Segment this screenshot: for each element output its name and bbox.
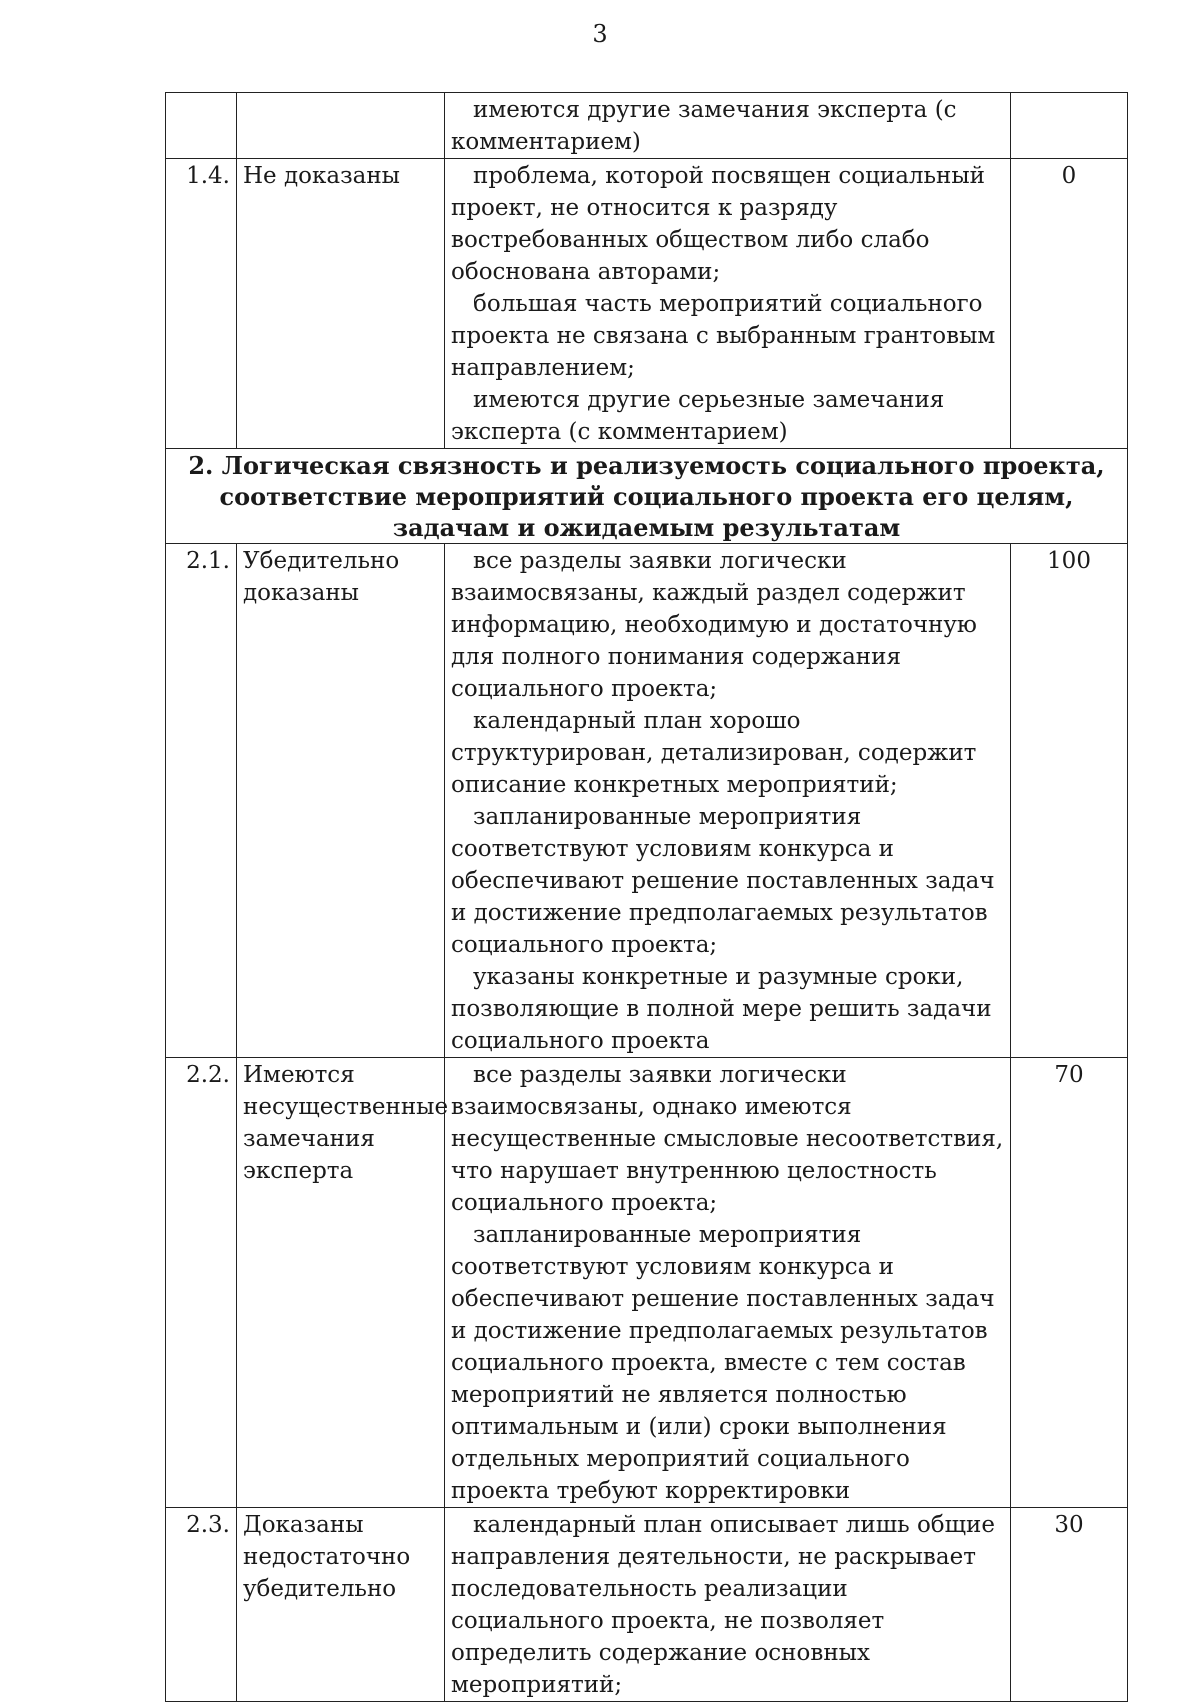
row-score: 70 <box>1011 1058 1128 1508</box>
row-number: 2.2. <box>166 1058 237 1508</box>
row-number: 2.3. <box>166 1508 237 1702</box>
table-row-2-1 <box>166 544 1128 1058</box>
row-description <box>445 1508 1011 1702</box>
row-description <box>445 1058 1011 1508</box>
row-number: 1.4. <box>166 159 237 449</box>
table-row-1-4 <box>166 159 1128 449</box>
description-paragraph: указаны конкретные и разумные сроки, позволяющие в полной мере решить задачи социального проекта <box>451 964 992 1054</box>
description-paragraph: календарный план описывает лишь общие направления деятельности, не раскрывает последовательность реализации социального проекта, не позволяет определить содержание основных мероприятий; <box>451 1512 995 1698</box>
description-paragraph: запланированные мероприятия соответствуют условиям конкурса и обеспечивают решение поставленных задач и достижение предполагаемых результатов социального проекта; <box>451 804 995 958</box>
section-heading-row <box>166 449 1128 544</box>
description-paragraph: проблема, которой посвящен социальный проект, не относится к разряду востребованных обществом либо слабо обоснована авторами; <box>451 163 986 285</box>
table-row-2-3 <box>166 1508 1128 1702</box>
description-paragraph: имеются другие серьезные замечания эксперта (с комментарием) <box>451 387 945 445</box>
description-paragraph: запланированные мероприятия соответствуют условиям конкурса и обеспечивают решение поставленных задач и достижение предполагаемых результатов социального проекта, вместе с тем состав мероприятий не является полностью оптимальным и (или) сроки выполнения отдельных мероприятий социального проекта требуют корректировки <box>451 1222 995 1504</box>
table-row-continued <box>166 93 1128 159</box>
row-description <box>445 93 1011 159</box>
row-score: 30 <box>1011 1508 1128 1702</box>
row-description <box>445 544 1011 1058</box>
row-assessment: Доказаны недостаточно убедительно <box>237 1508 445 1702</box>
page-number: 3 <box>592 20 608 48</box>
row-assessment: Не доказаны <box>237 159 445 449</box>
row-description <box>445 159 1011 449</box>
description-paragraph: все разделы заявки логически взаимосвязаны, каждый раздел содержит информацию, необходимую и достаточную для полного понимания содержания социального проекта; <box>451 548 977 702</box>
description-paragraph: имеются другие замечания эксперта (с комментарием) <box>451 97 957 155</box>
description-paragraph: большая часть мероприятий социального проекта не связана с выбранным грантовым направлением; <box>451 291 996 381</box>
row-assessment <box>237 93 445 159</box>
table-row-2-2 <box>166 1058 1128 1508</box>
criteria-table <box>165 92 1128 1702</box>
row-assessment: Имеются несущественные замечания эксперта <box>237 1058 445 1508</box>
row-number <box>166 93 237 159</box>
row-assessment: Убедительно доказаны <box>237 544 445 1058</box>
description-paragraph: все разделы заявки логически взаимосвязаны, однако имеются несущественные смысловые несоответствия, что нарушает внутреннюю целостность социального проекта; <box>451 1062 1004 1216</box>
row-score <box>1011 93 1128 159</box>
section-2-heading: 2. Логическая связность и реализуемость социального проекта, соответствие мероприятий социального проекта его целям, задачам и ожидаемым результатам <box>166 449 1128 544</box>
row-score: 0 <box>1011 159 1128 449</box>
description-paragraph: календарный план хорошо структурирован, детализирован, содержит описание конкретных мероприятий; <box>451 708 977 798</box>
row-number: 2.1. <box>166 544 237 1058</box>
row-score: 100 <box>1011 544 1128 1058</box>
